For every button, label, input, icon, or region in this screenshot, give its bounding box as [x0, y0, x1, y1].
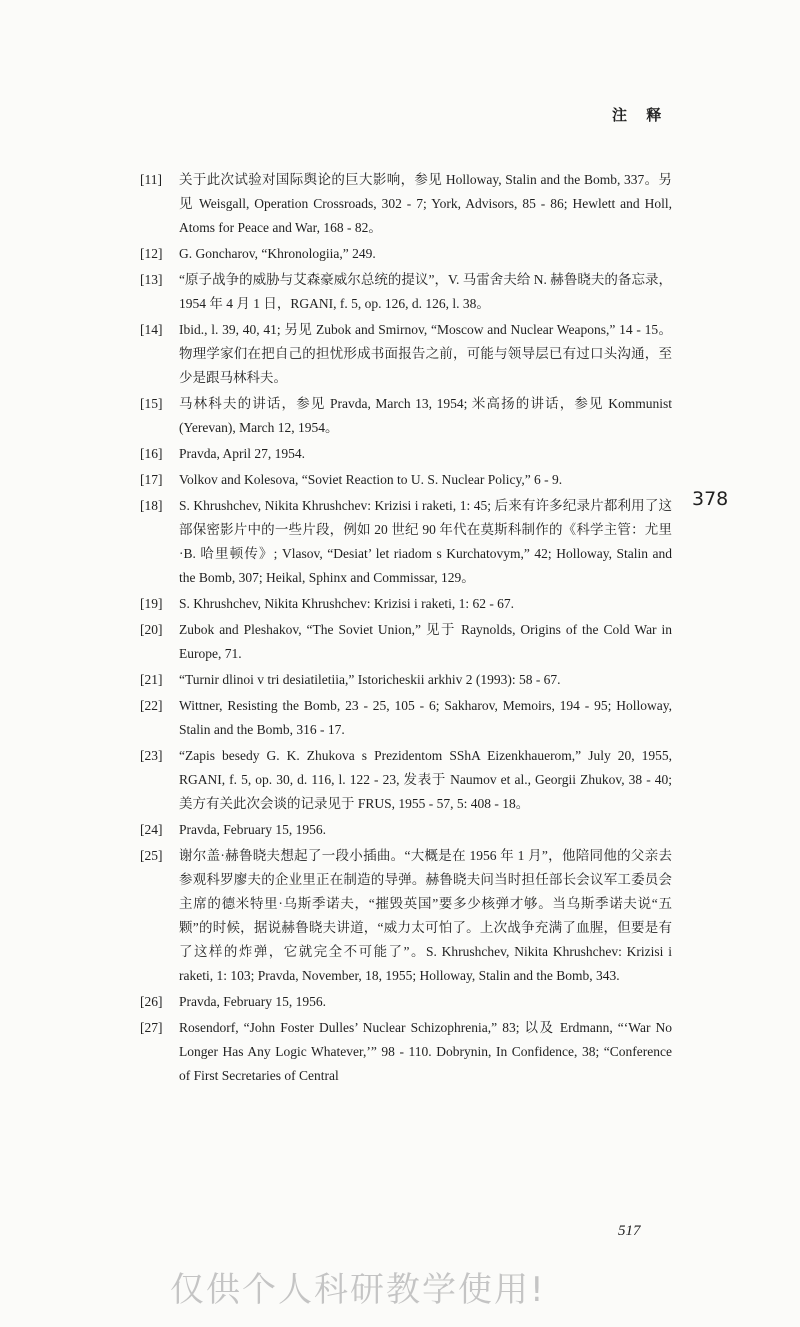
note-item	[140, 668, 672, 692]
note-text: Volkov and Kolesova, “Soviet Reaction to U. S. Nuclear Policy,” 6 - 9.	[179, 472, 563, 487]
note-number: [20]	[140, 622, 163, 637]
note-number: [27]	[140, 1020, 163, 1035]
note-number: [23]	[140, 748, 163, 763]
note-text: “Turnir dlinoi v tri desiatiletiia,” Istoricheskii arkhiv 2 (1993): 58 - 67.	[179, 672, 561, 687]
note-item	[140, 494, 672, 590]
note-item	[140, 318, 672, 390]
note-number: [25]	[140, 848, 163, 863]
note-number: [15]	[140, 396, 163, 411]
note-number: [16]	[140, 446, 163, 461]
note-number: [17]	[140, 472, 163, 487]
note-number: [14]	[140, 322, 163, 337]
page-number: 517	[618, 1223, 641, 1239]
note-item	[140, 990, 672, 1014]
endnotes-list	[140, 168, 672, 1090]
note-number: [22]	[140, 698, 163, 713]
note-text: Zubok and Pleshakov, “The Soviet Union,” 见于 Raynolds, Origins of the Cold War in Europe, 71.	[179, 622, 672, 661]
note-text: Pravda, February 15, 1956.	[179, 822, 326, 837]
note-number: [12]	[140, 246, 163, 261]
margin-page-reference: 378	[692, 488, 729, 510]
note-text: “Zapis besedy G. K. Zhukova s Prezidentom SShA Eizenkhauerom,” July 20, 1955, RGANI, f. 5, op. 30, d. 116, l. 122 - 23, 发表于 Naumov et al., Georgii Zhukov, 38 - 40; 美方有关此次会谈的记录见于 FRUS, 1955 - 57, 5: 408 - 18。	[179, 748, 672, 811]
page-header-title: 注 释	[612, 106, 669, 124]
note-text: Pravda, April 27, 1954.	[179, 446, 305, 461]
note-number: [19]	[140, 596, 163, 611]
note-item	[140, 744, 672, 816]
note-text: 马林科夫的讲话，参见 Pravda, March 13, 1954; 米高扬的讲话，参见 Kommunist (Yerevan), March 12, 1954。	[179, 396, 672, 435]
note-number: [18]	[140, 498, 163, 513]
note-item	[140, 818, 672, 842]
note-item	[140, 694, 672, 742]
note-item	[140, 268, 672, 316]
note-text: Ibid., l. 39, 40, 41; 另见 Zubok and Smirnov, “Moscow and Nuclear Weapons,” 14 - 15。物理学家们在把自己的担忧形成书面报告之前，可能与领导层已有过口头沟通，至少是跟马林科夫。	[179, 322, 672, 385]
note-item	[140, 242, 672, 266]
note-number: [24]	[140, 822, 163, 837]
note-item	[140, 168, 672, 240]
note-text: 关于此次试验对国际舆论的巨大影响，参见 Holloway, Stalin and the Bomb, 337。另见 Weisgall, Operation Crossroads, 302 - 7; York, Advisors, 85 - 86; Hewlett and Holl, Atoms for Peace and War, 168 - 82。	[179, 172, 672, 235]
note-number: [11]	[140, 172, 162, 187]
note-item	[140, 468, 672, 492]
note-text: Rosendorf, “John Foster Dulles’ Nuclear Schizophrenia,” 83; 以及 Erdmann, “‘War No Longer Has Any Logic Whatever,’” 98 - 110. Dobrynin, In Confidence, 38; “Conference of First Secretaries of Central	[179, 1020, 672, 1083]
note-text: S. Khrushchev, Nikita Khrushchev: Krizisi i raketi, 1: 62 - 67.	[179, 596, 515, 611]
note-item	[140, 844, 672, 988]
note-item	[140, 592, 672, 616]
note-item	[140, 618, 672, 666]
note-text: Wittner, Resisting the Bomb, 23 - 25, 105 - 6; Sakharov, Memoirs, 194 - 95; Holloway, Stalin and the Bomb, 316 - 17.	[179, 698, 672, 737]
note-text: Pravda, February 15, 1956.	[179, 994, 326, 1009]
note-number: [26]	[140, 994, 163, 1009]
note-number: [13]	[140, 272, 163, 287]
note-text: “原子战争的威胁与艾森豪威尔总统的提议”，V. 马雷舍夫给 N. 赫鲁晓夫的备忘录，1954 年 4 月 1 日，RGANI, f. 5, op. 126, d. 126, l. 38。	[179, 272, 672, 311]
note-text: G. Goncharov, “Khronologiia,” 249.	[179, 246, 376, 261]
note-item	[140, 392, 672, 440]
watermark-text: 仅供个人科研教学使用!	[170, 1270, 546, 1310]
note-item	[140, 1016, 672, 1088]
note-text: 谢尔盖·赫鲁晓夫想起了一段小插曲。“大概是在 1956 年 1 月”，他陪同他的父亲去参观科罗廖夫的企业里正在制造的导弹。赫鲁晓夫问当时担任部长会议军工委员会主席的德米特里·乌斯季诺夫，“摧毁英国”要多少核弹才够。当乌斯季诺夫说“五颗”的时候，据说赫鲁晓夫讲道，“威力太可怕了。上次战争充满了血腥，但要是有了这样的炸弹，它就完全不可能了”。S. Khrushchev, Nikita Khrushchev: Krizisi i raketi, 1: 103; Pravda, November, 18, 1955; Holloway, Stalin and the Bomb, 343.	[179, 848, 672, 983]
note-number: [21]	[140, 672, 163, 687]
note-text: S. Khrushchev, Nikita Khrushchev: Krizisi i raketi, 1: 45; 后来有许多纪录片都利用了这部保密影片中的一些片段，例如 20 世纪 90 年代在莫斯科制作的《科学主管：尤里·B. 哈里顿传》; Vlasov, “Desiat’ let riadom s Kurchatovym,” 42; Holloway, Stalin and the Bomb, 307; Heikal, Sphinx and Commissar, 129。	[179, 498, 672, 585]
note-item	[140, 442, 672, 466]
